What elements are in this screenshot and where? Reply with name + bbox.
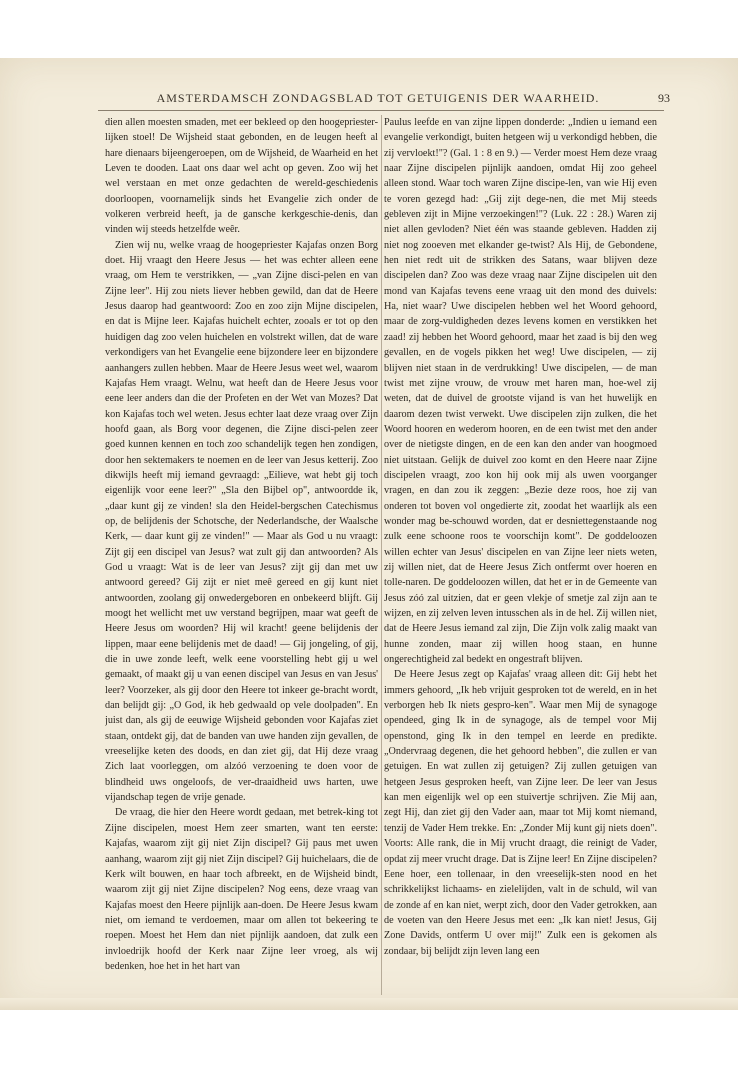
left-paragraph-1: dien allen moesten smaden, met eer bekleed op den hoogepriester-lijken stoel! De Wijsheid staat gebonden, en de leugen heeft al hare dienaars bijeengeroepen, om de Wijsheid, de Waarheid en het Leven te dooden. Laat ons daar wel acht op geven. Zoo wij het wel verstaan en met onze gedachten de wereld-geschiedenis doorloopen, voornamelijk sinds het Evangelie zich onder de volkeren verbreid heeft, ja de gansche kerkgeschie-denis, dan vinden wij steeds hetzelfde weêr.	[105, 117, 378, 236]
right-column	[384, 115, 657, 995]
page-bottom-edge	[0, 998, 738, 1010]
left-paragraph-3: De vraag, die hier den Heere wordt gedaan, met betrek-king tot Zijne discipelen, moest Hem zeer smarten, want ten eerste: Kajafas, waarom zijt gij niet Zijn discipel? Gij paus met uwen aanhang, waarom zijt gij niet Zijn discipel? Gij huichelaars, die de Kerk wilt bouwen, en haar toch afbreekt, en de Wijsheid bindt, waarom zijt gij niet Zijne discipelen? Nog eens, deze vraag van Kajafas moest den Heere pijnlijk aan-doen. De Heere Jesus kwam niet, om iemand te verdoemen, maar om allen tot bekeering te roepen. Moest het Hem dan niet pijnlijk aandoen, dat zulk een invloedrijk hoofd der Kerk naar Zijne leer vroeg, als wij bedenken, hoe het in het hart van	[105, 807, 378, 972]
left-paragraph-2: Zien wij nu, welke vraag de hoogepriester Kajafas onzen Borg doet. Hij vraagt den Heere Jesus — het was echter alleen eene vraag, om Hem te verstrikken, — „van Zijne disci-pelen en van Zijne leer". Hij zou niets liever hebben gewild, dan dat de Heere Jesus daarop had geantwoord: Zoo en zoo zijn Mijne discipelen, en dat is Mijne leer. Kajafas huichelt echter, zooals er tot op den huidigen dag zoo velen huichelen en volstrekt willen, dat de ware verkondigers van het Evangelie eene bijzondere leer en bijzondere aanhangers zullen hebben. Maar de Heere Jesus weet wel, waarom Kajafas Hem vraagt. Welnu, wat heeft dan de Heere Jesus voor eene leer anders dan die der Profeten en der Wet van Mozes? Dat kon Kajafas toch wel weten. Jesus echter laat deze vraag over Zijn hoofd gaan, als Borg voor degenen, die Zijne disci-pelen zeer goed kunnen kennen en toch zoo schandelijk tegen hen zondigen, door hen sektemakers te noemen en de leer van Jesus ketterij. Zoo dikwijls heeft mij iemand gevraagd: „Eilieve, wat hebt gij toch eigenlijk voor eene leer?" „Sla den Bijbel op", antwoordde ik, „daar kunt gij ze vinden! sla den Heidel-bergschen Catechismus op, de belijdenis der Schotsche, der Nederlandsche, der Waalsche Kerk, — daar kunt gij ze vinden!" — Maar als God u nu vraagt: Zijt gij een discipel van Jesus? wat zult gij dan antwoorden? Als God u vraagt: Wat is de leer van Jesus? zijt gij dan met uw antwoord gereed? Gij zijt er niet meê gereed en gij kunt niet antwoorden, zoolang gij onwedergeboren en onbekeerd blijft. Gij moogt het wellicht met uw verstand begrijpen, maar wat geeft de Heere Jesus om woorden? Hij wil kracht! geene belijdenis der lippen, maar eene belijdenis met de daad! — Gij jongeling, of gij, die in uwe zonde leeft, welk eene voorstelling hebt gij u wel gemaakt, of maakt gij u van eenen discipel van Jesus en van Jesus' leer? Voorzeker, als gij door den Heere tot inkeer ge-bracht wordt, dan belijdt gij: „O God, ik heb gedwaald op vele doolpaden". En juist dan, als gij de eeuwige Wijsheid gebonden voor Kajafas ziet staan, ontdekt gij, dat de banden van uwe handen zijn gevallen, de vreeselijke keten des doods, en dan ziet gij, dat Hij deze vraag Zich laat voorleggen, om alzóó verzoening te doen voor de blindheid uws ongeloofs, de ver-draaidheid uws harten, uwe vijandschap tegen de vrije genade.	[105, 239, 378, 804]
header-rule	[98, 110, 664, 111]
column-divider	[381, 115, 382, 995]
right-paragraph-1: Paulus leefde en van zijne lippen donderde: „Indien u iemand een evangelie verkondigt, buiten hetgeen wij u verkondigd hebben, die zij vervloekt!"? (Gal. 1 : 8 en 9.) — Verder moest Hem deze vraag naar Zijne discipelen pijnlijk aandoen, omdat Hij zoo geheel alleen stond. Waar toch waren Zijne discipe-len, van wie Hij even te voren gezegd had: „Gij zijt dege-nen, die met Mij steeds gebleven zijt in Mijne verzoekingen!"? (Luk. 22 : 28.) Waren zij niet allen gevloden? Niet één was staande gebleven. Hadden zij niet nog zooeven met elkander ge-twist? Als Hij, de Gebondene, hen niet redt uit de strikken des Satans, waar blijven deze discipelen dan? Zoo was deze vraag naar Zijne discipelen uit den mond van Kajafas tevens eene vraag uit den mond des duivels: Ha, niet waar? Uwe discipelen hebben wel het Woord gehoord, maar de zorg-vuldigheden dezes levens komen en verstikken het zaad! zij hebben het Woord gehoord, maar het zaad is bij den weg gevallen, en de vogels pikken het weg! Uwe discipelen, — zij blijven niet staan in de verdrukking! Uwe discipelen, — de man twist met zijne vrouw, de vrouw met haren man, hoe-wel zij weten, dat de duivel de grootste vijand is van het huwelijk en daarom dezen twist verwekt. Uwe discipelen zijn zulken, die het Woord hooren en wederom hooren, en de een twist met den ander over de nietigste dingen, en de een kan den ander van hoogmoed niet uitstaan. Gelijk de duivel zoo komt en den Heere naar Zijne discipelen vraagt, zoo kon hij ook mij als uwen voorganger vragen, en dan zou ik zeggen: „Bezie deze roos, hoe zij van onderen tot boven vol ongedierte zit, zoodat het waarlijk als een wonder mag be-schouwd worden, dat er desniettegenstaande nog zulk eene schoone roos te voorschijn komt". De goddeloozen willen echter van Jesus' discipelen en van Zijne leer niets weten, zij willen niet, dat de Heere Jesus Zich ontfermt over hoeren en tolle-naren. De goddeloozen willen, dat het er in de Gemeente van Jesus zóó zal uitzien, dat er geen vlekje of smetje zal zijn aan te wijzen, en zij zelven leven intusschen als in de hel. Zij willen niet, dat de Heere Jesus iemand zal zijn, Die Zijn volk zalig maakt van hunne zonden, maar zij willen hoog staan, en hunne ongerechtigheid zal bedekt en ongestraft blijven.	[384, 117, 657, 666]
running-title: AMSTERDAMSCH ZONDAGSBLAD TOT GETUIGENIS DER WAARHEID.	[156, 91, 600, 105]
left-column	[105, 115, 378, 995]
newspaper-page	[0, 58, 738, 1010]
page-header	[98, 91, 670, 109]
right-paragraph-2: De Heere Jesus zegt op Kajafas' vraag alleen dit: Gij hebt het immers gehoord, „Ik heb vrijuit gesproken tot de wereld, en in het verborgen heb Ik niets gespro-ken". Waar men Mij de synagoge opendeed, ging Ik in de synagoge, als de tempel voor Mij openstond, ging Ik in den tempel en leerde en predikte. „Ondervraag degenen, die het gehoord hebben", die zullen er van getuigen. En wat zullen zij getuigen? Zij zullen getuigen van hetgeen Jesus gesproken heeft, van Zijne leer. De leer van Jesus kan men eigenlijk wel op een stuivertje schrijven. Zie Mij aan, zegt Hij, dan ziet gij den Vader aan, maar tot Mij komt niemand, tenzij de Vader Hem trekke. En: „Zonder Mij kunt gij niets doen". Voorts: Alle rank, die in Mij vrucht draagt, die reinigt de Vader, opdat zij meer vrucht drage. Dat is Zijne leer! En Zijne discipelen? Eene hoer, een tollenaar, in den vreeselijk-sten nood en het schrikkelijkst lichaams- en zielelijden, valt in de schuld, wil van de zonde af en kan niet, werpt zich, door den Vader getrokken, aan de voeten van den Heere Jesus met een: „Ik kan niet! Jesus, Gij Zone Davids, ontferm U over mij!" Zulk een is gekomen als zondaar, bij belijdt zijn leven lang een	[384, 669, 657, 957]
page-number: 93	[658, 91, 670, 105]
